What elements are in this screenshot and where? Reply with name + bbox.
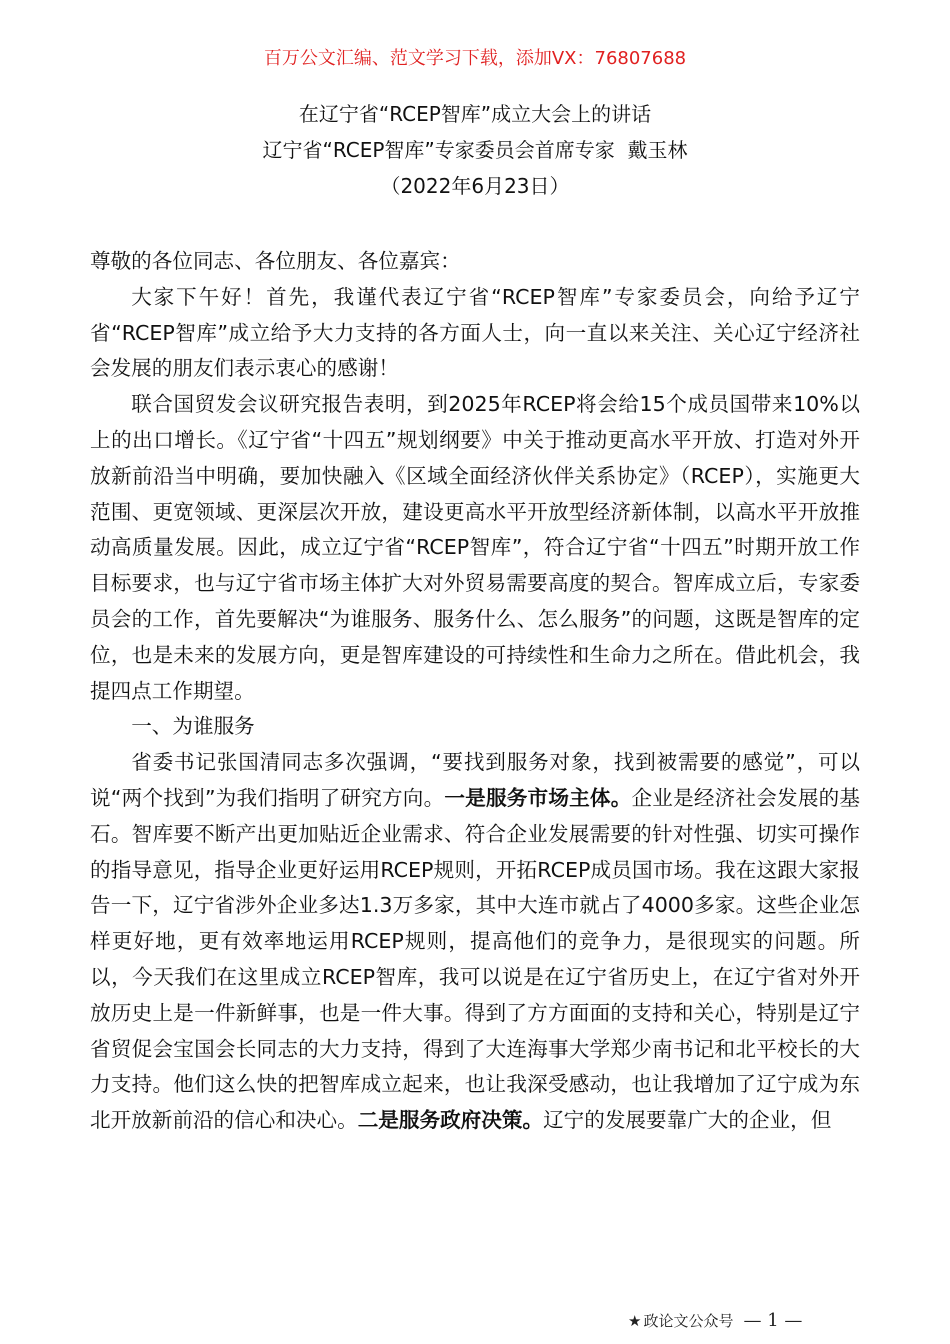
speaker-line: 辽宁省“RCEP智库”专家委员会首席专家 戴玉林 bbox=[262, 138, 688, 162]
paragraph-3-tail: 辽宁的发展要靠广大的企业，但 bbox=[543, 1108, 832, 1133]
speech-date: （2022年6月23日） bbox=[380, 174, 570, 198]
page-footer bbox=[628, 1308, 802, 1334]
paragraph-3 bbox=[90, 745, 860, 1139]
paragraph-3-body: 企业是经济社会发展的基石。智库要不断产出更加贴近企业需求、符合企业发展需要的针对性强、切实可操作的指导意见，指导企业更好运用RCEP规则，开拓RCEP成员国市场。我在这跟大家报告一下，辽宁省涉外企业多达1.3万多家，其中大连市就占了4000多家。这些企业怎样更好地，更有效率地运用RCEP规则，提高他们的竞争力，是很现实的问题。所以，今天我们在这里成立RCEP智库，我可以说是在辽宁省历史上，在辽宁省对外开放历史上是一件新鲜事，也是一件大事。得到了方方面面的支持和关心，特别是辽宁省贸促会宝国会长同志的大力支持，得到了大连海事大学郑少南书记和北平校长的大力支持。他们这么快的把智库成立起来，也让我深受感动，也让我增加了辽宁成为东北开放新前沿的信心和决心。 bbox=[90, 785, 861, 1133]
speech-title: 在辽宁省“RCEP智库”成立大会上的讲话 bbox=[298, 102, 652, 126]
star-icon: ★ bbox=[628, 1312, 642, 1330]
point-2-heading: 二是服务政府决策。 bbox=[357, 1108, 544, 1133]
page-number: — 1 — bbox=[743, 1310, 803, 1331]
speech-body bbox=[90, 244, 860, 1139]
title-block bbox=[0, 96, 950, 204]
salutation: 尊敬的各位同志、各位朋友、各位嘉宾： bbox=[90, 249, 461, 273]
point-1-heading: 一是服务市场主体。 bbox=[444, 785, 632, 810]
promo-banner: 百万公文汇编、范文学习下载，添加VX：76807688 bbox=[263, 48, 687, 69]
paragraph-1: 大家下午好！首先，我谨代表辽宁省“RCEP智库”专家委员会，向给予辽宁省“RCEP智库”成立给予大力支持的各方面人士，向一直以来关注、关心辽宁经济社会发展的朋友们表示衷心的感谢！ bbox=[90, 284, 860, 381]
footer-source: 政论文公众号 bbox=[643, 1312, 734, 1330]
paragraph-3-intro: 省委书记张国清同志多次强调，“要找到服务对象，找到被需要的感觉”，可以说“两个找到”为我们指明了研究方向。 bbox=[90, 750, 860, 810]
section-heading-1: 一、为谁服务 bbox=[131, 714, 255, 739]
paragraph-2: 联合国贸发会议研究报告表明，到2025年RCEP将会给15个成员国带来10%以上的出口增长。《辽宁省“十四五”规划纲要》中关于推动更高水平开放、打造对外开放新前沿当中明确，要加快融入《区域全面经济伙伴关系协定》（RCEP），实施更大范围、更宽领域、更深层次开放，建设更高水平开放型经济新体制，以高水平开放推动高质量发展。因此，成立辽宁省“RCEP智库”，符合辽宁省“十四五”时期开放工作目标要求，也与辽宁省市场主体扩大对外贸易需要高度的契合。智库成立后，专家委员会的工作，首先要解决“为谁服务、服务什么、怎么服务”的问题，这既是智库的定位，也是未来的发展方向，更是智库建设的可持续性和生命力之所在。借此机会，我提四点工作期望。 bbox=[90, 392, 860, 703]
